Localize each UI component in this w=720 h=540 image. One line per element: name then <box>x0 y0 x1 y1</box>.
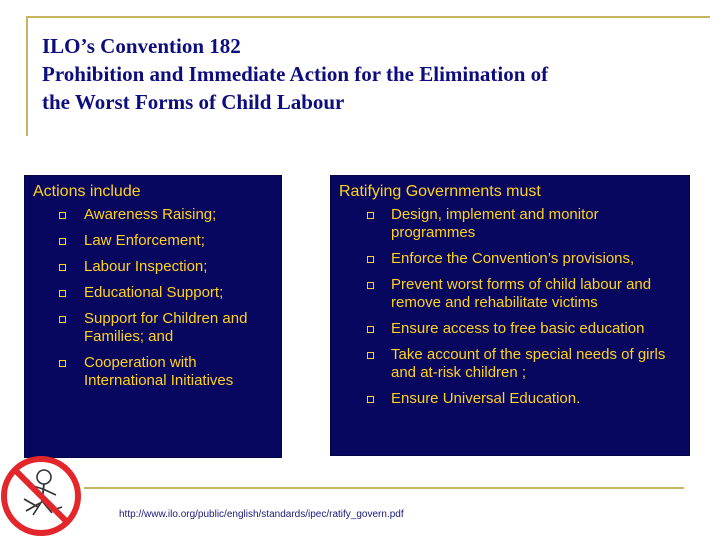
actions-panel <box>24 175 282 458</box>
no-child-labour-logo-icon <box>0 455 82 537</box>
hollow-square-bullet-icon <box>367 282 374 289</box>
list-item <box>331 250 689 268</box>
list-item-text: Awareness Raising; <box>84 206 217 223</box>
list-item-text: Design, implement and monitor programmes <box>391 206 599 241</box>
list-item-text: Labour Inspection; <box>84 258 208 275</box>
hollow-square-bullet-icon <box>59 290 66 297</box>
list-item <box>25 232 281 250</box>
list-item <box>331 346 689 382</box>
hollow-square-bullet-icon <box>367 352 374 359</box>
list-item <box>25 310 281 346</box>
governments-heading: Ratifying Governments must <box>339 183 541 200</box>
list-item-text: Enforce the Convention’s provisions, <box>391 250 635 267</box>
governments-panel <box>330 175 690 456</box>
list-item-text: Educational Support; <box>84 284 224 301</box>
hollow-square-bullet-icon <box>59 238 66 245</box>
list-item <box>331 206 689 242</box>
list-item-text: Support for Children and Families; and <box>84 310 248 345</box>
list-item-text: Law Enforcement; <box>84 232 205 249</box>
slide-title <box>42 32 702 116</box>
list-item <box>331 320 689 338</box>
list-item-text: Ensure access to free basic education <box>391 320 645 337</box>
list-item-text: Ensure Universal Education. <box>391 390 581 407</box>
actions-heading: Actions include <box>33 183 141 200</box>
bottom-rule <box>84 487 684 489</box>
hollow-square-bullet-icon <box>59 264 66 271</box>
actions-list <box>25 206 281 390</box>
title-line-1: ILO’s Convention 182 <box>42 34 241 58</box>
hollow-square-bullet-icon <box>367 326 374 333</box>
list-item <box>25 206 281 224</box>
list-item <box>331 390 689 408</box>
left-rule <box>26 16 28 136</box>
hollow-square-bullet-icon <box>59 316 66 323</box>
list-item <box>25 354 281 390</box>
title-line-3: the Worst Forms of Child Labour <box>42 90 345 114</box>
list-item-text: Cooperation with International Initiatives <box>84 354 234 389</box>
hollow-square-bullet-icon <box>367 256 374 263</box>
hollow-square-bullet-icon <box>59 360 66 367</box>
hollow-square-bullet-icon <box>367 212 374 219</box>
hollow-square-bullet-icon <box>367 396 374 403</box>
governments-list <box>331 206 689 408</box>
list-item <box>25 258 281 276</box>
source-url-link[interactable]: http://www.ilo.org/public/english/standards/ipec/ratify_govern.pdf <box>119 509 404 520</box>
list-item-text: Take account of the special needs of girls and at-risk children ; <box>391 346 666 381</box>
list-item <box>25 284 281 302</box>
list-item-text: Prevent worst forms of child labour and remove and rehabilitate victims <box>391 276 652 311</box>
top-rule <box>26 16 710 18</box>
title-line-2: Prohibition and Immediate Action for the Elimination of <box>42 62 549 86</box>
hollow-square-bullet-icon <box>59 212 66 219</box>
list-item <box>331 276 689 312</box>
